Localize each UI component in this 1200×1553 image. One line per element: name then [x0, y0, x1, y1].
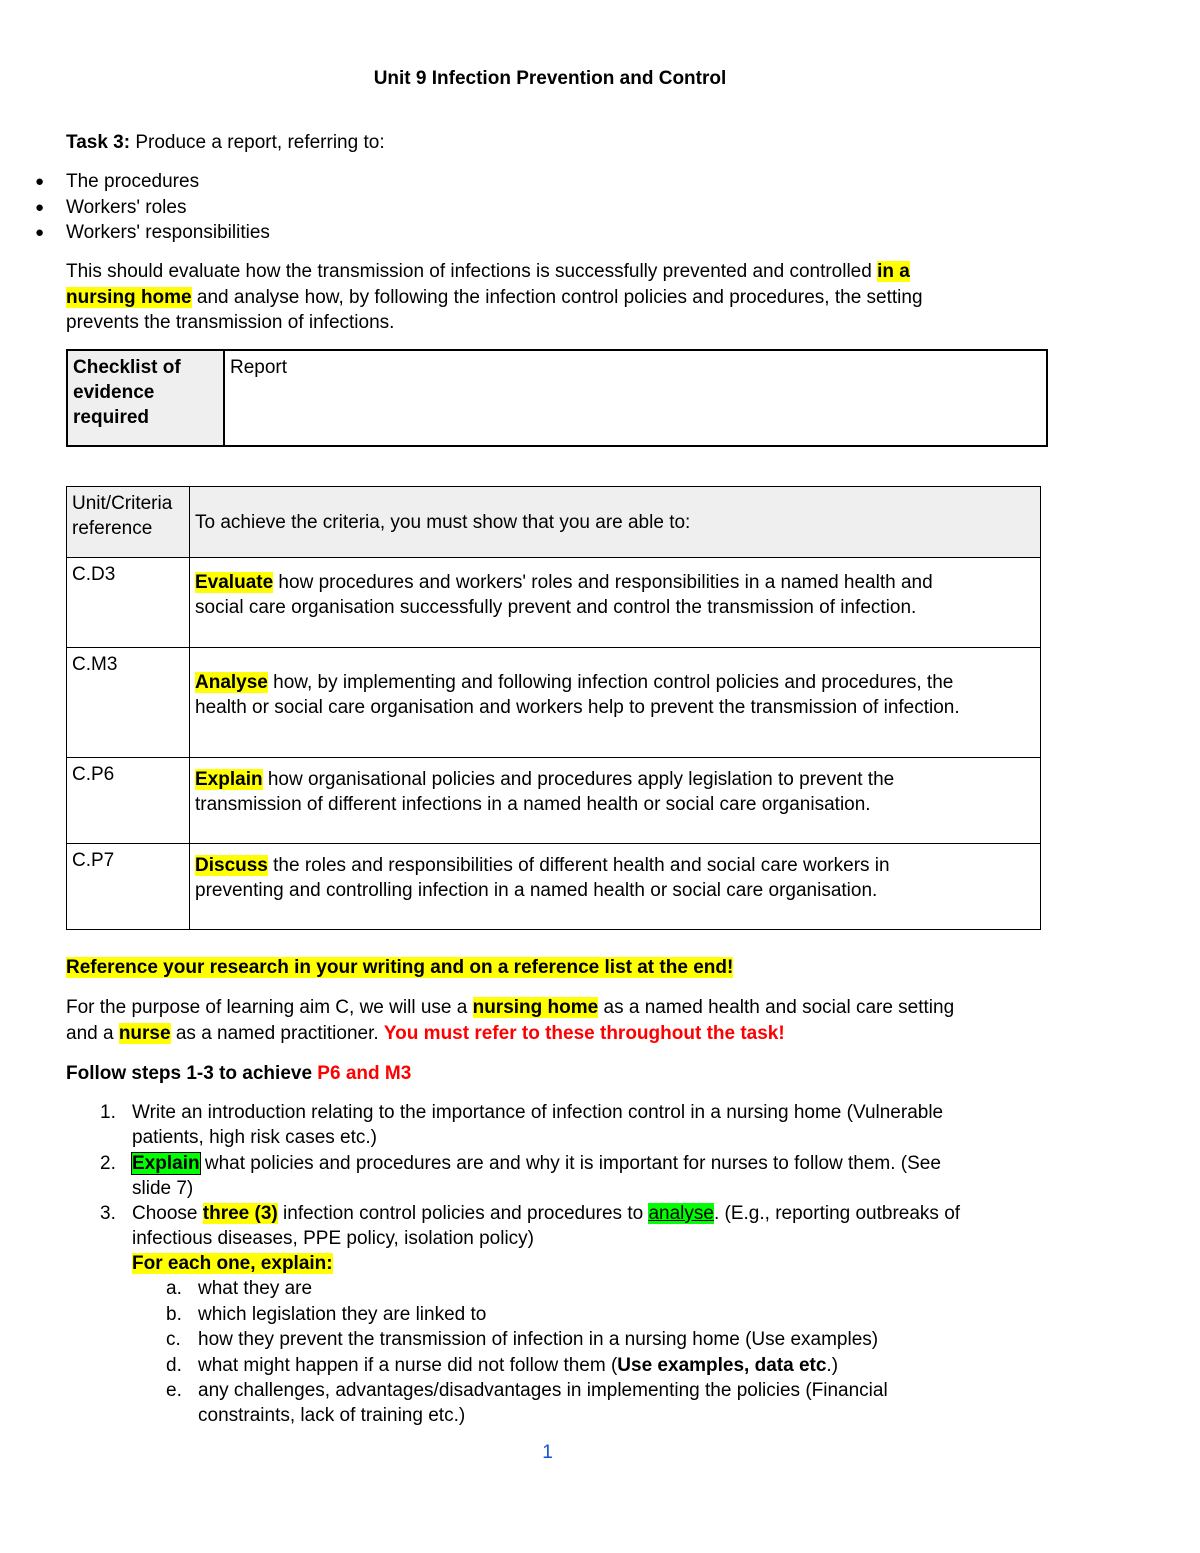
criteria-desc: Discuss the roles and responsibilities of different health and social care workers in preventing and controlling infection in a named health or social care organisation.: [190, 844, 1041, 930]
checklist-label-cell: Checklist of evidence required: [67, 350, 224, 446]
list-item: a. what they are: [166, 1278, 313, 1299]
table-row: [67, 558, 1041, 648]
criteria-table: [66, 486, 1041, 930]
list-item: 3. Choose three (3) infection control policies and procedures to analyse. (E.g., reporting outbreaks of infectious diseases, PPE policy, isolation policy) For each one, explain: a. what they are b. which legislation they are linked to c. how they prevent the transmission of infection in a nursing home (Use examples) d. what might happen if a nurse did not follow them (Use examples, data etc.) e. any challenges, advantages/disadvantages in implementing the policies (Financial constraints, lack of training etc.): [0, 1201, 1100, 1428]
verb-analyse: Analyse: [195, 672, 268, 693]
list-item: ● Workers' responsibilities: [0, 220, 270, 246]
for-each-label: For each one, explain:: [132, 1253, 333, 1274]
highlight-nursing-home: nursing home: [66, 286, 192, 308]
verb-evaluate: Evaluate: [195, 572, 274, 593]
list-item: ● The procedures: [0, 169, 270, 195]
highlight-explain: Explain: [132, 1153, 200, 1174]
list-item: 2. Explain what policies and procedures are and why it is important for nurses to follow them. (See slide 7): [100, 1153, 941, 1199]
criteria-header-row: [67, 487, 1041, 558]
sub-list: [132, 1276, 1100, 1428]
highlight-nurse: nurse: [118, 1022, 171, 1044]
task-line: [66, 130, 385, 155]
task-label: Task 3:: [66, 132, 131, 153]
purpose-paragraph: For the purpose of learning aim C, we will use a nursing home as a named health and social care setting and a nurse as a named practitioner. You must refer to these throughout the task!: [66, 997, 955, 1044]
highlight-nursing-home-2: nursing home: [472, 997, 599, 1018]
task-text: Produce a report, referring to:: [130, 132, 385, 153]
steps-heading: Follow steps 1-3 to achieve P6 and M3: [66, 1063, 412, 1084]
steps-list: [0, 1100, 1100, 1428]
list-item: b. which legislation they are linked to: [166, 1303, 487, 1325]
refer-throughout-note: You must refer to these throughout the task!: [383, 1022, 785, 1044]
reference-note: Reference your research in your writing and on a reference list at the end!: [66, 957, 734, 978]
verb-discuss: Discuss: [195, 855, 268, 876]
criteria-ref: C.P6: [67, 758, 190, 844]
verb-explain: Explain: [195, 769, 263, 790]
checklist-table: [66, 349, 1048, 447]
page-title: Unit 9 Infection Prevention and Control: [373, 68, 727, 89]
list-item: 1. Write an introduction relating to the importance of infection control in a nursing home (Vulnerable patients, high risk cases etc.): [100, 1102, 944, 1148]
list-item: e. any challenges, advantages/disadvantages in implementing the policies (Financial constraints, lack of training etc.): [166, 1380, 888, 1426]
checklist-value-cell: Report: [224, 350, 1047, 446]
list-item: c. how they prevent the transmission of infection in a nursing home (Use examples): [166, 1329, 879, 1350]
page-number: 1: [542, 1442, 553, 1463]
list-item: d. what might happen if a nurse did not follow them (Use examples, data etc.): [166, 1354, 839, 1376]
highlight-in-a: in a: [877, 261, 910, 282]
table-row: [67, 758, 1041, 844]
highlight-three: three (3): [202, 1203, 278, 1224]
criteria-desc: Evaluate how procedures and workers' roles and responsibilities in a named health and social care organisation successfully prevent and control the transmission of infection.: [190, 558, 1041, 648]
criteria-ref: C.M3: [67, 648, 190, 758]
table-row: [67, 844, 1041, 930]
header-desc-cell: To achieve the criteria, you must show that you are able to:: [190, 487, 1041, 558]
table-row: [67, 648, 1041, 758]
criteria-ref: C.D3: [67, 558, 190, 648]
criteria-ref: C.P7: [67, 844, 190, 930]
intro-paragraph: This should evaluate how the transmission of infections is successfully prevented and controlled in a nursing home and analyse how, by following the infection control policies and procedures, the setting prevents the transmission of infections.: [66, 261, 923, 333]
header-ref-cell: Unit/Criteria reference: [67, 487, 190, 558]
task-bullet-list: [0, 169, 270, 246]
highlight-analyse: analyse: [648, 1203, 714, 1224]
list-item: ● Workers' roles: [0, 195, 270, 221]
criteria-desc: Analyse how, by implementing and following infection control policies and procedures, the health or social care organisation and workers help to prevent the transmission of infection.: [190, 648, 1041, 758]
criteria-desc: Explain how organisational policies and procedures apply legislation to prevent the transmission of different infections in a named health or social care organisation.: [190, 758, 1041, 844]
